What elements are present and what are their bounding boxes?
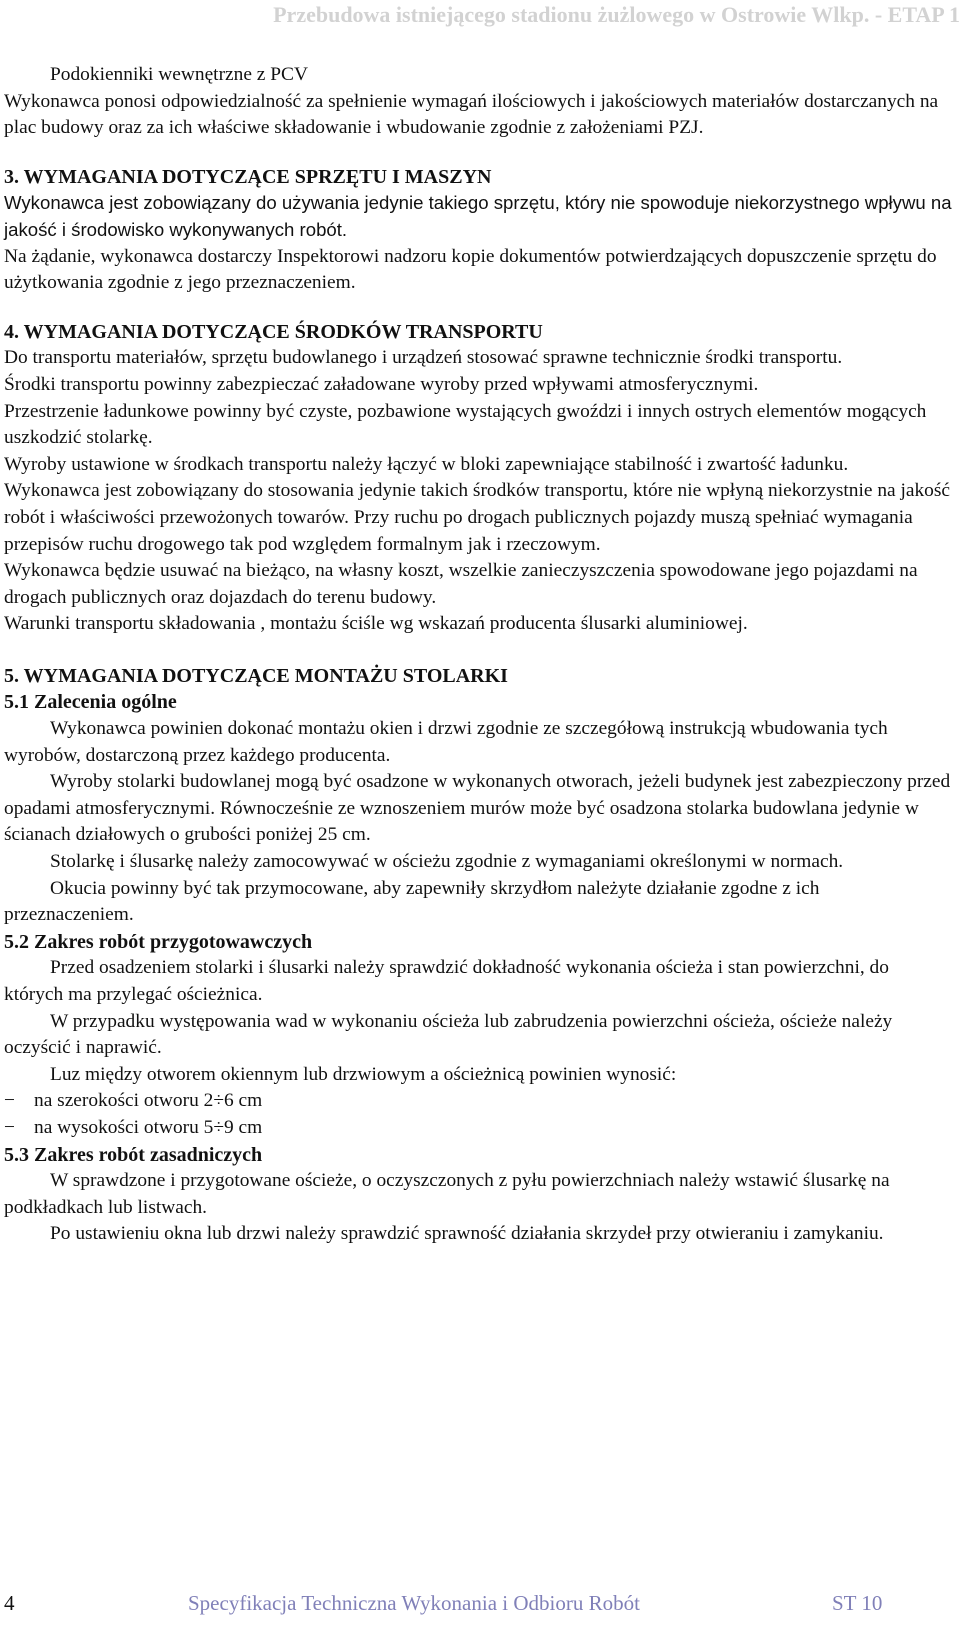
section-heading-5: 5. WYMAGANIA DOTYCZĄCE MONTAŻU STOLARKI <box>4 664 508 687</box>
list-item-text: na szerokości otworu 2÷6 cm <box>34 1090 263 1112</box>
list-item <box>4 1088 952 1115</box>
paragraph: Środki transportu powinny zabezpieczać załadowane wyroby przed wpływami atmosferycznymi. <box>4 373 759 395</box>
page-footer <box>0 1591 960 1621</box>
running-header: Przebudowa istniejącego stadionu żużlowego w Ostrowie Wlkp. - ETAP 1 <box>273 2 960 27</box>
paragraph: Wykonawca ponosi odpowiedzialność za spełnienie wymagań ilościowych i jakościowych materiałów dostarczanych na plac budowy oraz za ich właściwe składowanie i wbudowanie zgodnie z założeniami PZJ. <box>4 90 939 139</box>
page-number: 4 <box>4 1591 15 1615</box>
document-body <box>4 62 952 1248</box>
paragraph: W przypadku występowania wad w wykonaniu ościeża lub zabrudzenia powierzchni ościeża, ościeże należy oczyścić i naprawić. <box>4 1010 893 1059</box>
paragraph: Wykonawca będzie usuwać na bieżąco, na własny koszt, wszelkie zanieczyszczenia spowodowane jego pojazdami na drogach publicznych oraz dojazdach do terenu budowy. <box>4 560 918 608</box>
footer-title: Specyfikacja Techniczna Wykonania i Odbioru Robót <box>188 1591 640 1615</box>
paragraph: Przestrzenie ładunkowe powinny być czyste, pozbawione wystających gwoździ i innych ostrych elementów mogących uszkodzić stolarkę. <box>4 400 927 449</box>
paragraph: Na żądanie, wykonawca dostarczy Inspektorowi nadzoru kopie dokumentów potwierdzających dopuszczenie sprzętu do użytkowania zgodnie z jego przeznaczeniem. <box>4 245 937 294</box>
bullet-marker: − <box>4 1116 15 1138</box>
paragraph: Przed osadzeniem stolarki i ślusarki należy sprawdzić dokładność wykonania ościeża i stan powierzchni, do których ma przylegać ościeżnica. <box>4 957 889 1005</box>
paragraph: Warunki transportu składowania , montażu ściśle wg wskazań producenta ślusarki aluminiowej. <box>4 613 748 635</box>
list-item-text: na wysokości otworu 5÷9 cm <box>34 1116 263 1138</box>
bullet-marker: − <box>4 1090 15 1112</box>
paragraph: Stolarkę i ślusarkę należy zamocowywać w ościeżu zgodnie z wymaganiami określonymi w normach. <box>50 851 844 873</box>
paragraph: Wyroby stolarki budowlanej mogą być osadzone w wykonanych otworach, jeżeli budynek jest zabezpieczony przed opadami atmosferycznymi. Równocześnie ze wznoszeniem murów może być osadzona stolarka budowlana jedynie w ścianach działowych o grubości poniżej 25 cm. <box>4 771 951 846</box>
paragraph: Podokienniki wewnętrzne z PCV <box>50 64 308 85</box>
list-item <box>4 1115 952 1142</box>
subsection-heading-5-3: 5.3 Zakres robót zasadniczych <box>4 1143 263 1166</box>
paragraph: Wykonawca jest zobowiązany do używania jedynie takiego sprzętu, który nie spowoduje niekorzystnego wpływu na jakość i środowisko wykonywanych robót. <box>4 192 952 240</box>
paragraph: Wyroby ustawione w środkach transportu należy łączyć w bloki zapewniające stabilność i zwartość ładunku. <box>4 453 849 475</box>
paragraph: Do transportu materiałów, sprzętu budowlanego i urządzeń stosować sprawne technicznie środki transportu. <box>4 347 843 369</box>
paragraph: Wykonawca jest zobowiązany do stosowania jedynie takich środków transportu, które nie wpłyną niekorzystnie na jakość robót i właściwości przewożonych towarów. Przy ruchu po drogach publicznych pojazdy muszą spełniać wymagania przepisów ruchu drogowego tak pod względem formalnym jak i rzeczowym. <box>4 480 951 555</box>
paragraph: Okucia powinny być tak przymocowane, aby zapewniły skrzydłom należyte działanie zgodne z ich przeznaczeniem. <box>4 877 820 926</box>
paragraph: Luz między otworem okiennym lub drzwiowym a ościeżnicą powinien wynosić: <box>50 1063 677 1085</box>
footer-code: ST 10 <box>832 1591 883 1615</box>
subsection-heading-5-2: 5.2 Zakres robót przygotowawczych <box>4 930 313 953</box>
section-heading-4: 4. WYMAGANIA DOTYCZĄCE ŚRODKÓW TRANSPORTU <box>4 320 543 343</box>
section-heading-3: 3. WYMAGANIA DOTYCZĄCE SPRZĘTU I MASZYN <box>4 165 492 188</box>
subsection-heading-5-1: 5.1 Zalecenia ogólne <box>4 691 177 714</box>
paragraph: Wykonawca powinien dokonać montażu okien i drzwi zgodnie ze szczegółową instrukcją wbudowania tych wyrobów, dostarczoną przez każdego producenta. <box>4 718 888 766</box>
paragraph: W sprawdzone i przygotowane ościeże, o oczyszczonych z pyłu powierzchniach należy wstawić ślusarkę na podkładkach lub listwach. <box>4 1170 890 1218</box>
paragraph: Po ustawieniu okna lub drzwi należy sprawdzić sprawność działania skrzydeł przy otwieraniu i zamykaniu. <box>50 1223 884 1245</box>
